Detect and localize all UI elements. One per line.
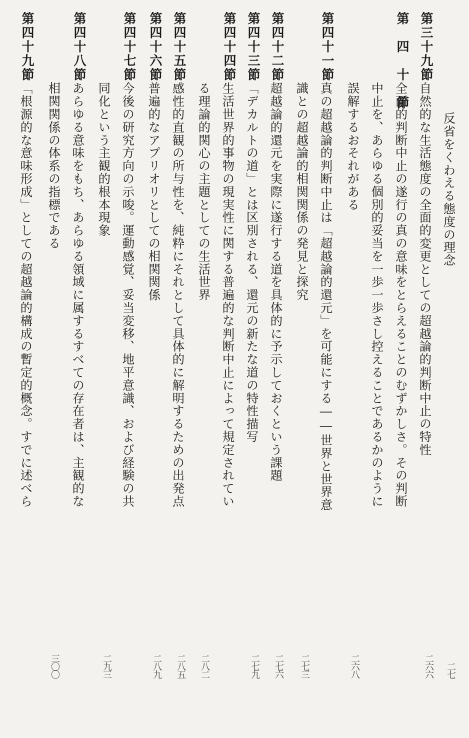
toc-line: 今後の研究方向の示唆。運動感覚、妥当変移、地平意識、および経験の共	[121, 82, 135, 508]
toc-line: 「根源的な意味形成」としての超越論的構成の暫定的概念。すでに述べら	[19, 82, 33, 508]
toc-line: 識との超越論的相関関係の発見と探究	[295, 82, 309, 302]
page-number: 二八九	[151, 654, 161, 678]
section-label: 第三十九節	[419, 12, 434, 82]
section-label: 第四十三節	[246, 12, 261, 82]
page-number: 二六八	[349, 654, 359, 678]
toc-line: 同化という主観的根本現象	[97, 82, 111, 237]
toc-line: あらゆる意味をもち、あらゆる領域に属するすべての存在者は、主観的な	[71, 82, 85, 508]
section-label: 第四十四節	[222, 12, 237, 82]
section-label: 第四十八節	[72, 12, 87, 82]
page-number: 二七六	[273, 654, 283, 678]
toc-line: 生活世界的事物の現実性に関する普遍的な判断中止によって規定されてい	[221, 82, 235, 508]
toc-line: 中止を、あらゆる個別的妥当を一歩一歩さし控えることであるかのように	[370, 82, 384, 508]
section-label: 第四十二節	[270, 12, 285, 82]
section-label: 第四十九節	[20, 12, 35, 82]
section-label: 第 四 十 節	[395, 12, 410, 110]
toc-line: 誤解するおそれがある	[346, 82, 360, 211]
page-number: 二六六	[423, 654, 433, 678]
page-number: 二八五	[175, 654, 185, 678]
page-number: 二七三	[299, 654, 309, 678]
toc-line: 相関関係の体系の指標である	[47, 82, 61, 250]
section-label: 第四十六節	[148, 12, 163, 82]
toc-line: 反省をくわえる態度の理念	[442, 112, 456, 267]
page-number: 二八二	[199, 654, 209, 678]
page-number: 二九三	[101, 654, 111, 678]
section-label: 第四十一節	[320, 12, 335, 82]
toc-line: 「デカルトの道」とは区別される、還元の新たな道の特性描写	[245, 82, 259, 444]
toc-line: る理論的関心の主題としての生活世界	[197, 82, 211, 302]
page-number: 二七	[445, 662, 455, 678]
toc-line: 普遍的なアプリオリとしての相関関係	[147, 82, 161, 302]
toc-line: 自然的な生活態度の全面的変更としての超越論的判断中止の特性	[418, 82, 432, 457]
toc-line: 全面的判断中止の遂行の真の意味をとらえることのむずかしさ。その判断	[394, 82, 408, 508]
section-label: 第四十五節	[172, 12, 187, 82]
page-number: 二七九	[249, 654, 259, 678]
section-label: 第四十七節	[122, 12, 137, 82]
toc-line: 感性的直観の所与性を、純粋にそれとして具体的に解明するための出発点	[171, 82, 185, 508]
toc-line: 超越論的還元を実際に遂行する道を具体的に予示しておくという課題	[269, 82, 283, 482]
page-number: 三〇〇	[49, 654, 59, 678]
toc-line: 真の超越論的判断中止は「超越論的還元」を可能にする――世界と世界意	[319, 82, 333, 512]
